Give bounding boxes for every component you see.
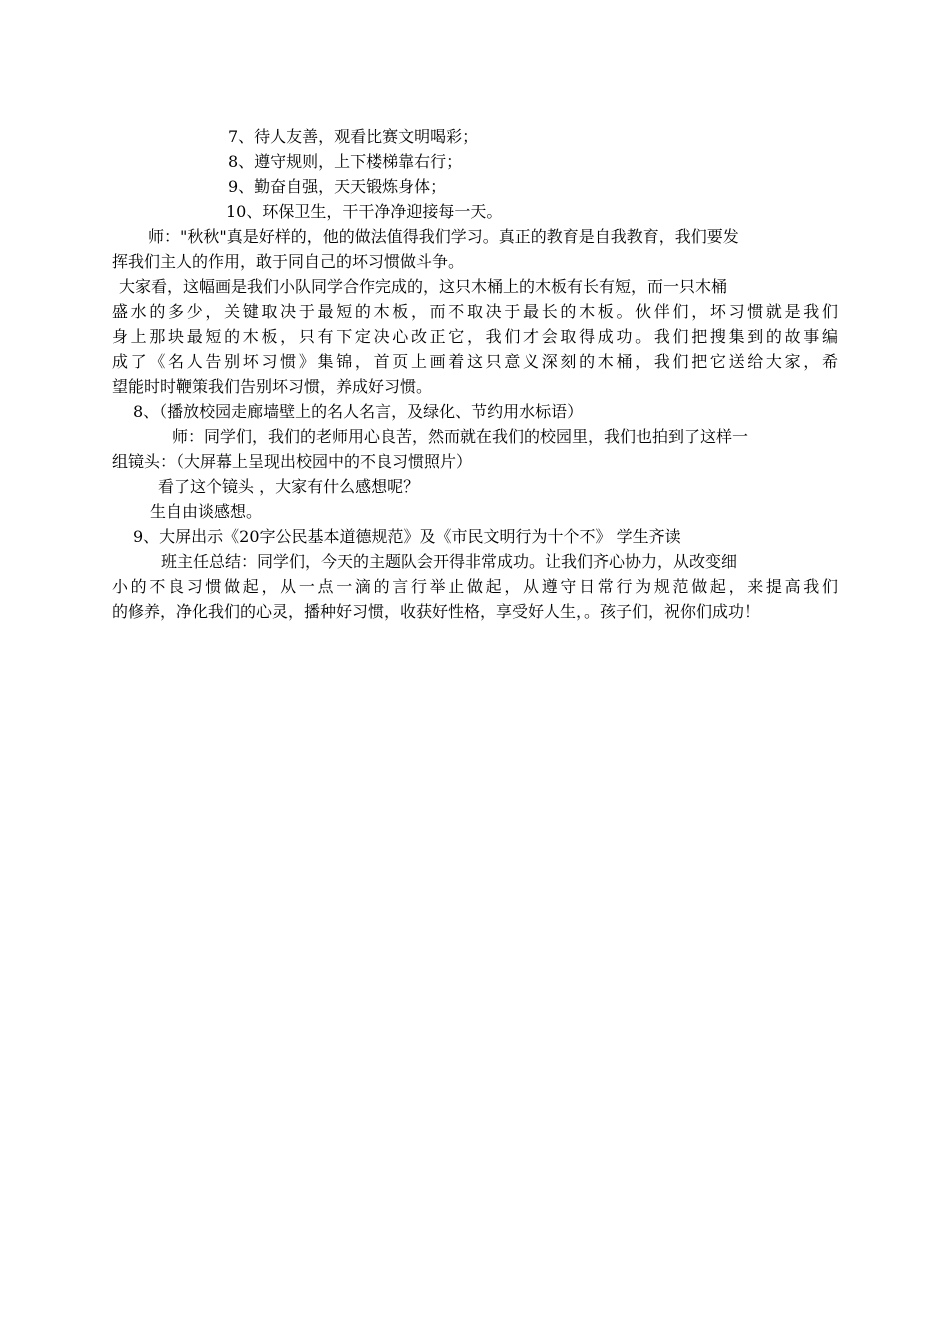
question-line: 看了这个镜头 ，大家有什么感想呢？ (158, 477, 420, 496)
summary-line3: 的修养，净化我们的心灵，播种好习惯，收获好性格，享受好人生，。孩子们，祝你们成功！ (112, 602, 761, 621)
paragraph2-line2: 盛水的多少，关键取决于最短的木板，而不取决于最长的木板。伙伴们，坏习惯就是我们 (112, 302, 838, 321)
paragraph3-line1: 师：同学们，我们的老师用心良苦，然而就在我们的校园里，我们也拍到了这样一 (172, 427, 749, 446)
free-talk-line: 生自由谈感想。 (150, 502, 263, 521)
list-item-8: 8、遵守规则，上下楼梯靠右行； (228, 152, 463, 171)
list-item-10: 10、环保卫生，干干净净迎接每一天。 (226, 202, 503, 221)
paragraph3-line2: 组镜头：（大屏幕上呈现出校园中的不良习惯照片） (112, 452, 473, 471)
summary-line2: 小的不良习惯做起，从一点一滴的言行举止做起，从遵守日常行为规范做起，来提高我们 (112, 577, 838, 596)
item-9: 9、大屏出示《20字公民基本道德规范》及《市民文明行为十个不》 学生齐读 (133, 527, 681, 546)
list-item-9: 9、勤奋自强，天天锻炼身体； (228, 177, 447, 196)
item-8: 8、（播放校园走廊墙壁上的名人名言，及绿化、节约用水标语） (133, 402, 584, 421)
paragraph2-line5: 望能时时鞭策我们告别坏习惯，养成好习惯。 (112, 377, 433, 396)
paragraph2-line3: 身上那块最短的木板，只有下定决心改正它，我们才会取得成功。我们把搜集到的故事编 (112, 327, 838, 346)
list-item-7: 7、待人友善，观看比赛文明喝彩； (228, 127, 479, 146)
paragraph2-line1: 大家看，这幅画是我们小队同学合作完成的，这只木桶上的木板有长有短，而一只木桶 (119, 277, 728, 296)
paragraph2-line4: 成了《名人告别坏习惯》集锦，首页上画着这只意义深刻的木桶，我们把它送给大家，希 (112, 352, 838, 371)
paragraph1-line1: 师："秋秋"真是好样的，他的做法值得我们学习。真正的教育是自我教育，我们要发 (148, 227, 739, 246)
paragraph1-line2: 挥我们主人的作用，敢于同自己的坏习惯做斗争。 (112, 252, 465, 271)
summary-line1: 班主任总结：同学们，今天的主题队会开得非常成功。让我们齐心协力，从改变细 (161, 552, 738, 571)
